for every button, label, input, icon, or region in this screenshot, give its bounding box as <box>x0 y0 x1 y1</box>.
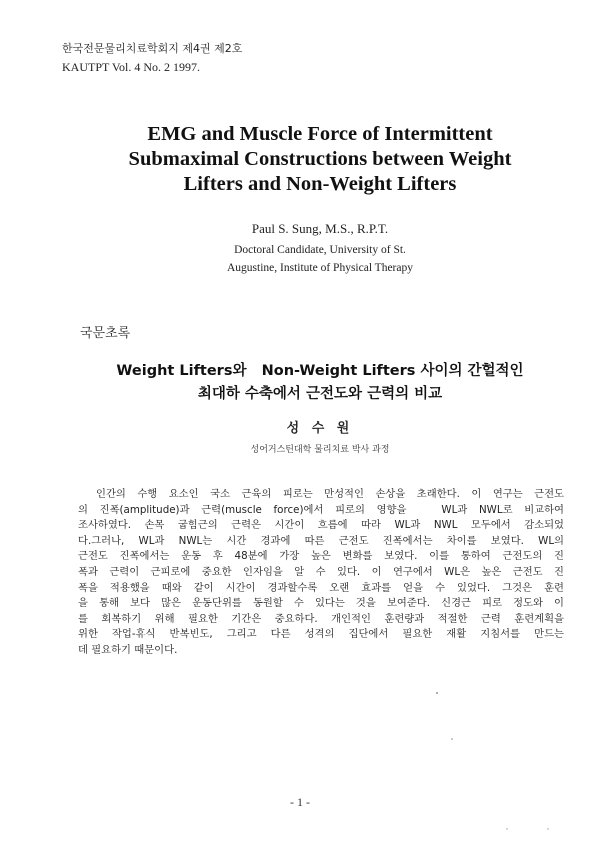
abstract-line: 조사하였다. 손목 굽힘근의 근력은 시간이 흐름에 따라 WL과 NWL 모두에서 감소되었 <box>78 519 564 532</box>
abstract-line: 다.그러나, WL과 NWL는 시간 경과에 따른 근전도 진폭에서는 차이를 보였다. WL의 <box>78 534 564 547</box>
abstract-body <box>78 487 564 659</box>
korean-author-name: 성 수 원 <box>286 421 354 436</box>
korean-title-line: Weight Lifters와 Non-Weight Lifters 사이의 간헐적인 <box>116 363 524 379</box>
journal-korean-name: 한국전문물리치료학회지 제4권 제2호 <box>62 42 243 55</box>
english-title <box>60 122 580 197</box>
english-title-line: EMG and Muscle Force of Intermittent <box>147 123 493 145</box>
abstract-line: 인간의 수행 요소인 국소 근육의 피로는 만성적인 손상을 초래한다. 이 연구는 근전도 <box>96 488 564 500</box>
abstract-line: 을 통해 보다 많은 운동단위를 동원할 수 있다는 것을 보여준다. 신경근 피로 정도와 이 <box>78 597 564 610</box>
korean-title-line: 최대하 수축에서 근전도와 근력의 비교 <box>197 386 443 402</box>
english-title-line: Submaximal Constructions between Weight <box>128 148 512 170</box>
abstract-line: 데 필요하기 때문이다. <box>78 643 178 656</box>
page-number: - 1 - <box>290 795 310 809</box>
abstract-line: 폭을 적용했을 때와 같이 시간이 경과할수록 오랜 효과를 얻을 수 있었다. 그것은 훈련 <box>78 581 564 594</box>
english-title-line: Lifters and Non-Weight Lifters <box>183 173 457 195</box>
abstract-line: 를 회복하기 위해 필요한 기간은 중요하다. 개인적인 훈련량과 적절한 근력 훈련계획을 <box>78 612 564 625</box>
korean-title <box>60 360 580 406</box>
abstract-line: 근전도 진폭에서는 운동 후 48분에 가장 높은 변화를 보였다. 이를 통하여 근전도의 진 <box>78 550 564 563</box>
abstract-label: 국문초록 <box>80 326 131 341</box>
author-affiliation-line: Augustine, Institute of Physical Therapy <box>227 262 413 274</box>
abstract-line: 폭과 근력이 근피로에 중요한 인자임을 알 수 있다. 이 연구에서 WL은 높은 근전도 진 <box>78 565 564 578</box>
journal-citation: KAUTPT Vol. 4 No. 2 1997. <box>62 60 201 74</box>
abstract-line: 의 진폭(amplitude)과 근력(muscle force)에서 피로의 영향을 WL과 NWL로 비교하여 <box>78 503 564 516</box>
korean-author-affiliation: 성어거스틴대학 물리치료 박사 과정 <box>250 445 390 455</box>
journal-header <box>62 40 242 76</box>
author-name: Paul S. Sung, M.S., R.P.T. <box>251 221 389 236</box>
abstract-line: 위한 작업-휴식 반복빈도, 그리고 다른 성격의 집단에서 필요한 재활 지침서를 만드는 <box>78 628 564 641</box>
author-block <box>200 220 440 277</box>
author-affiliation-line: Doctoral Candidate, University of St. <box>234 244 406 256</box>
